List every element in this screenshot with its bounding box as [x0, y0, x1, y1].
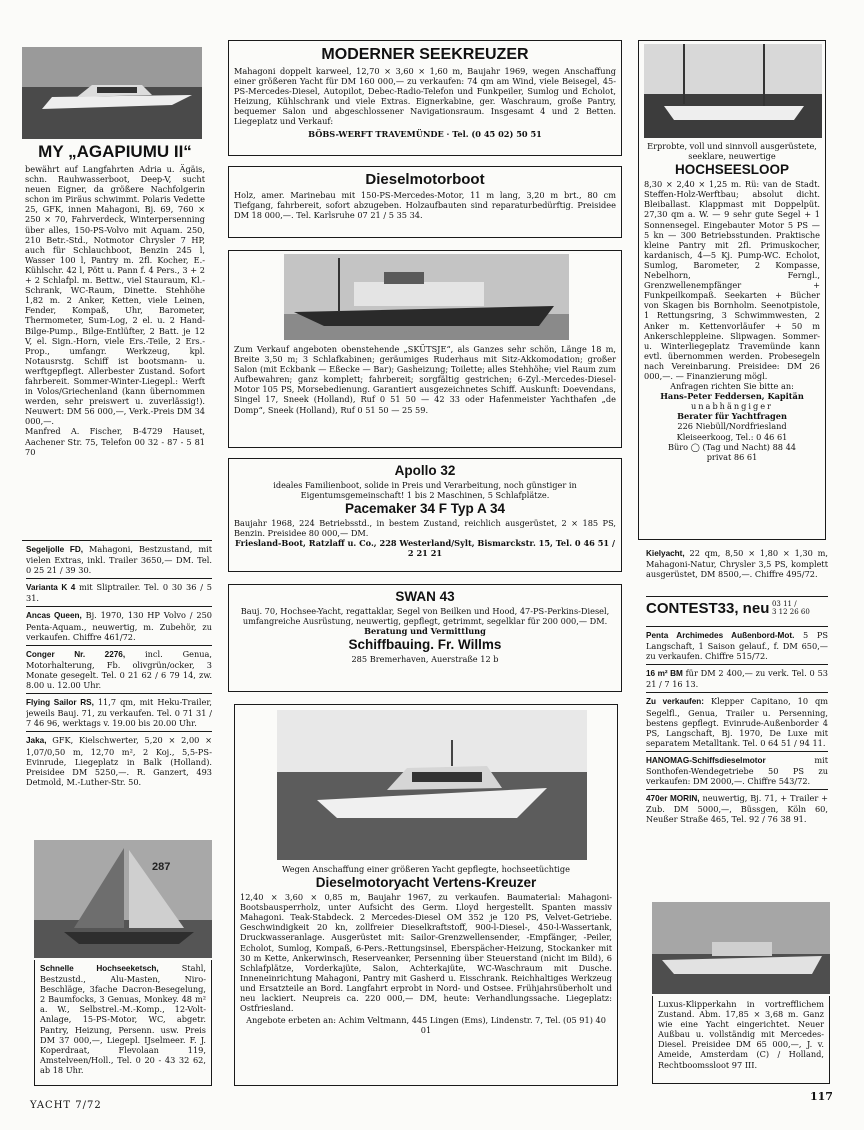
- seekreuzer-contact: BÖBS-WERFT TRAVEMÜNDE · Tel. (0 45 02) 50 51: [308, 128, 542, 139]
- contest-ad: [646, 600, 828, 624]
- classified-head: Conger Nr. 2276,: [26, 649, 126, 659]
- vertens-photo: [277, 710, 587, 860]
- classified-ad: [646, 668, 828, 689]
- seekreuzer-body: Mahagoni doppelt karweel, 12,70 × 3,60 × 1,60 m, Baujahr 1969, wegen Anschaffung einer größeren Yacht für DM 160 000,— zu verkaufen: 74 qm am Wind, viele Beisegel, 45-PS-Mercedes-Diesel, Autopilot, Debec-Radio-Telefon und Funkpeiler, Sumlog und Echolot, Heizung, Kühlschrank und viele Extras. Eignerkabine, ger. Waschraum, große Pantry, bequemer Salon und abgeschlossener Navigationsraum. Insgesamt 4 und 2 Betten. Liegeplatz und Verkauf:: [234, 66, 616, 127]
- classified-text: Klepper Capitano, 10 qm Segelfl., Genua, Trailer u. Persenning, bestens gepflegt. Evinrude-Außenborder 4 PS, Langschaft, Bj. 1970, De Luxe mit separatem Metalltank. Tel. 0 64 51 / 94 11.: [646, 696, 828, 748]
- hochseeketsch-head: Schnelle Hochseeketsch,: [40, 964, 159, 973]
- classified-head: Penta Archimedes Außenbord-Mot.: [646, 631, 795, 640]
- classified-head: Zu verkaufen:: [646, 697, 705, 707]
- seekreuzer-title: MODERNER SEEKREUZER: [321, 46, 529, 63]
- classified-head: 16 m² BM: [646, 669, 683, 679]
- classified-ad: [26, 610, 212, 641]
- kielyacht-text: 22 qm, 8,50 × 1,80 × 1,30 m, Mahagoni-Natur, Chrysler 3,5 PS, komplett ausgerüstet, DM 8500,—. Chiffre 495/72.: [646, 548, 828, 580]
- classified-ad: [26, 697, 212, 728]
- vertens-contact: Angebote erbeten an: Achim Veltmann, 445 Lingen (Ems), Lindenstr. 7, Tel. (05 91) 40 01: [246, 1015, 606, 1036]
- swan-sub: Beratung und Vermittlung: [364, 626, 486, 637]
- classified-head: Jaka,: [26, 736, 47, 746]
- friesland-contact: Friesland-Boot, Ratzlaff u. Co., 228 Westerland/Sylt, Bismarckstr. 15, Tel. 0 46 51 / 2 21 21: [235, 538, 615, 559]
- classified-text: 11,7 qm, mit Heku-Trailer, jeweils Bauj. 71, zu verkaufen. Tel. 0 71 31 / 7 46 96, werktags v. 19.00 bis 20.00 Uhr.: [26, 697, 212, 729]
- kielyacht-ad: [646, 548, 828, 594]
- classified-text: incl. Genua, Motorhalterung, Fb. olivgrün/ocker, 3 Monate gesegelt. Tel. 0 21 62 / 6 79 14, zw. 8.00 u. 12.00 Uhr.: [26, 648, 212, 691]
- classified-ad: [646, 755, 828, 786]
- dieselmotorboot-title: Dieselmotorboot: [365, 171, 485, 188]
- classified-ad: [26, 735, 212, 786]
- classified-ad: [646, 630, 828, 661]
- vertens-ad: [234, 704, 618, 1086]
- contest-title: CONTEST33, neu: [646, 600, 770, 617]
- classified-head: Ancas Queen,: [26, 611, 82, 621]
- pacemaker-body: Baujahr 1968, 224 Betriebsstd., in bestem Zustand, reichlich ausgerüstet, 2 × 185 PS, Benzin. Preisidee 80 000,— DM.: [234, 518, 616, 539]
- classified-head: HANOMAG-Schiffsdieselmotor: [646, 755, 766, 765]
- hochseesloop-ad: [638, 40, 826, 540]
- hochseesloop-privat: privat 86 61: [706, 451, 758, 462]
- agapiumu-title: MY „AGAPIUMU II“: [38, 142, 192, 161]
- classified-text: mit Sliptrailer. Tel. 0 30 36 / 5 31.: [26, 582, 212, 604]
- hochseesloop-name: Hans-Peter Feddersen, Kapitän: [660, 391, 804, 402]
- hochseesloop-unabhaengig: unabhängiger: [691, 401, 773, 412]
- classified-ad: [26, 544, 212, 575]
- apollo-title: Apollo 32: [394, 463, 456, 478]
- motorboat-photo-agapiumu: [22, 47, 202, 139]
- sail-number: 287: [152, 861, 171, 873]
- classified-head: Flying Sailor RS,: [26, 698, 94, 708]
- klipperkahn-body: Luxus-Klipperkahn in vortrefflichem Zustand. Abm. 17,85 × 3,68 m. Ganz wie eine Yacht eingerichtet. Neuer Außbau u. vollständig mit Mercedes-Diesel. Preisidee DM 65 000,—, J. v. Ameide, Amsterdam (C) / Holland, Rechtboomssloot 97 III.: [658, 999, 824, 1070]
- classified-text: für DM 2 400,— zu verk. Tel. 0 53 21 / 7 16 13.: [646, 668, 828, 690]
- hochseesloop-phone: Kleiseerkoog, Tel.: 0 46 61: [676, 431, 788, 442]
- contest-phone-1: 03 11 /: [771, 600, 797, 608]
- apollo-ad: [228, 458, 622, 572]
- vertens-body: 12,40 × 3,60 × 0,85 m, Baujahr 1967, zu verkaufen. Baumaterial: Mahagoni-Bootsbausperrholz, unter Aufsicht des Germ. Lloyd hergestellt. Spanten massiv Mahagoni. Teak-Stabdeck. 2 Mercedes-Diesel OM 352 je 120 PS, Velvet-Getriebe. Geschwindigkeit 20 kn, zollfreier Dieselkraftstoff, 900-l-Diesel-, 450-l-Wassertank, Druckwasseranlage. Ausgerüstet mit: Sailor-Grenzwellensender, -Empfänger, -Peiler, Echolot, Sumlog, Kompaß, 6-Pers.-Rettungsinsel, Eberspächer-Heizung, Stockanker mit 30 m Kette, Ankerwinsch, Reserveanker, Persenning über Steuerstand (nicht im Bild), 6 Schlafplätze, Vorderkajüte, Salon, Achterkajüte, WC-Waschraum mit Dusche. Inneneinrichtung Mahagoni, Pantry mit Gasherd u. Eisschrank. Reichhaltiges Werkzeug und Ersatzteile an Bord. Langfahrt erprobt in Nord- und Ostsee. Frühjahrsüberholt und neu lackiert. Neupreis ca. 220 000,— DM, heute: Verhandlungssache. Liegeplatz: Ostfriesland.: [240, 892, 612, 1014]
- hochseesloop-berater: Berater für Yachtfragen: [677, 411, 787, 422]
- agapiumu-ad: [22, 140, 208, 536]
- hochseeketsch-ad: [34, 960, 212, 1086]
- skutsje-ad: [228, 250, 622, 448]
- classified-ad: [646, 696, 828, 747]
- classified-text: Bj. 1970, 130 HP Volvo / 250 Penta-Aquam., neuwertig, m. Zubehör, zu verkaufen. Chiffre 461/72.: [26, 610, 212, 642]
- vertens-intro: Wegen Anschaffung einer größeren Yacht gepflegte, hochseetüchtige: [281, 864, 570, 874]
- hochseesloop-title: HOCHSEESLOOP: [674, 162, 790, 178]
- classified-text: 5 PS Langschaft, 1 Saison gelauf., f. DM 650,— zu verkaufen. Chiffre 515/72.: [646, 630, 828, 662]
- klipperkahn-photo: [652, 902, 830, 994]
- agapiumu-contact: Manfred A. Fischer, B-4729 Hauset, Aachener Str. 75, Telefon 00 32 - 87 - 5 81 70: [25, 426, 205, 457]
- hochseesloop-caption: Erprobte, voll und sinnvoll ausgerüstete, seeklare, neuwertige: [647, 141, 817, 162]
- ketch-photo: [34, 840, 212, 958]
- classified-head: Segeljolle FD,: [26, 545, 84, 554]
- page-number: 117: [810, 1090, 833, 1103]
- skutsje-body: Zum Verkauf angeboten obenstehende „SKÜTSJE“, als Ganzes sehr schön, Länge 18 m, Breite 3,50 m; 3 Schlafkabinen; geräumiges Ruderhaus mit Sitz-Akkomodation; großer Salon (mit Eckbank — Eßecke — Bar); Gasheizung; Toilette; alles Stehhöhe; viel Raum zum Aufbewahren; ganz komplett; fahrbereit; sorgfältig gestrichen; 6-Zyl.-Mercedes-Diesel-Motor 105 PS, Morsebedienung. Garantiert ausgezeichnetes Schiff. Auskunft: Doevendans, Singel 17, Sneek (Holland), Ruf 0 51 50 — 42 33 oder Hafenmeister Yachthafen „de Domp“, Sneek (Holland), Ruf 0 51 50 — 25 59.: [234, 344, 616, 415]
- skutsje-photo: [284, 254, 569, 340]
- swan-firm: Schiffbauing. Fr. Willms: [348, 637, 502, 653]
- contest-phone-2: 3 12 26 60: [771, 608, 810, 616]
- classified-text: GFK, Kielschwerter, 5,20 × 2,00 × 1,07/0,50 m, 12,70 m², 2 Koj., 5,5-PS-Evinrude, Liegeplatz in Balk (Holland). Preisidee DM 5250,—. R. Ganzert, 493 Detmold, M.-Luther-Str. 50.: [26, 735, 212, 787]
- agapiumu-body: bewährt auf Langfahrten Adria u. Ägäis, schn. Rauhwasserboot, Deep-V, sucht neuen Eigner, da größere Nachfolgerin schon im Piräus schwimmt. Polaris Vedette 25, GFK, innen Mahagoni, Bj. 69, 760 × 250 × 70, Fahrverdeck, Winterpersenning über alles, 150-PS-Volvo mit Aquam. 250, 210 Betr.-Std., Notmotor Chrysler 7 HP, auch für Schlauchboot, Benzin 245 l, Wasser 100 l, Pantry m. 2fl. Kocher, E.-Kühlschr. 42 l, Pött u. Pann f. 4 Pers., 3 + 2 + 2 Schlafpl. m. Bettw., viel Stauraum, Kl.-Schrank, WC-Raum, Dinette. Stehhöhe 1,82 m. 2 Anker, Ketten, viele Leinen, Fender, Kompaß, Uhr, Barometer, Thermometer, Sum-Log, 2 el. u. 2 Hand-Bilge-Pump., Bilge-Entlüfter, 2 Batt. je 12 V, el. Sign.-Horn, viele Ers.-Teile, 2 Ers.-Prop., umfangr. Werkzeug, kpl. Notausrstg. Schiff ist bootsmann- u. werftgepflegt. Allerbester Zustand. Sofort fahrbereit. Sommer-Winter-Liegepl.: Werft in Volos/Griechenland (kann übernommen werden, sehr preiswert u. zuverlässig!). Neuwert: DM 56 000,—, Verk.-Preis DM 34 000,—.: [25, 164, 205, 427]
- classified-text: mit Sonthofen-Wendegetriebe 50 PS zu verkaufen: DM 2000,—. Chiffre 543/72.: [646, 754, 828, 787]
- dieselmotorboot-body: Holz, amer. Marinebau mit 150-PS-Mercedes-Motor, 11 m lang, 3,20 m brt., 80 cm Tiefgang, fahrbereit, sofort abzugeben. Holzaufbauten sind reparaturbedürftig. Preisidee DM 18 000,—. Tel. Karlsruhe 07 21 / 5 35 34.: [234, 190, 616, 221]
- swan-title: SWAN 43: [395, 589, 455, 604]
- classified-ad: [646, 793, 828, 824]
- classified-text: neuwertig, Bj. 71, + Trailer + Zub. DM 5000,—, Büssgen, Köln 60, Neußer Straße 465, Tel. 92 / 76 38 91.: [646, 793, 828, 825]
- apollo-body: ideales Familienboot, solide in Preis und Verarbeitung, noch günstiger in Eigentumsgemeinschaft! 1 bis 2 Maschinen, 5 Schlafplätze.: [273, 480, 577, 501]
- dieselmotorboot-ad: [228, 166, 622, 238]
- vertens-title: Dieselmotoryacht Vertens-Kreuzer: [315, 875, 537, 891]
- classified-ad: [26, 649, 212, 690]
- swan-ad: [228, 584, 622, 692]
- klipperkahn-ad: [652, 996, 830, 1084]
- swan-address: 285 Bremerhaven, Auerstraße 12 b: [351, 654, 499, 665]
- classified-text: Mahagoni, Bestzustand, mit vielen Extras, inkl. Trailer 3650,— DM. Tel. 0 25 21 / 39 30.: [26, 544, 212, 576]
- left-classifieds: [26, 544, 212, 834]
- hochseesloop-buero: Büro ◯ (Tag und Nacht) 88 44: [667, 441, 797, 452]
- hochseesloop-address: 226 Niebüll/Nordfriesland: [677, 421, 787, 432]
- hochseesloop-photo: [644, 44, 822, 138]
- classified-ad: [26, 582, 212, 603]
- seekreuzer-ad: [228, 40, 622, 156]
- pacemaker-title: Pacemaker 34 F Typ A 34: [344, 501, 506, 517]
- right-classifieds: [646, 630, 828, 896]
- magazine-issue: YACHT 7/72: [30, 1100, 102, 1111]
- hochseeketsch-text: Stahl, Bestzustd., Alu-Masten, Niro-Beschläge, 3fache Dacron-Besegelung, 2 Baumfocks, 3 Genuas, Monkey. 48 m² a. W., Selbstrel.-M.-Komp., 12-Volt-Anlage, 15-PS-Motor, WC, abgetr. Pantry, Heizung, Persenn. usw. Preis DM 37 000,—, Liegepl. IJselmeer. F. J. Koperdraat, Flevolaan 119, Amstelveen/Holl., Tel. 0 20 - 43 32 62, ab 18 Uhr.: [40, 963, 206, 1075]
- classified-head: Varianta K 4: [26, 583, 76, 593]
- classified-head: 470er MORIN,: [646, 794, 700, 804]
- hochseesloop-anfragen: Anfragen richten Sie bitte an:: [670, 381, 794, 392]
- kielyacht-head: Kielyacht,: [646, 549, 685, 558]
- hochseesloop-body: 8,30 × 2,40 × 1,25 m. Rü: van de Stadt. Steffen-Holz-Werftbau; absolut dicht. Bleiballast. Klappmast mit Doppelpüt. 27,30 qm a. W. — 9 sehr gute Segel + 1 Sonnensegel. Eingebauter Motor 5 PS — 5 kn — 300 Betriebsstunden. Praktische kleine Pantry mit 2fl. Primuskocher, kardanisch, 4—5 Kj. Pump-WC. Echolot, Sumlog, Barometer, 2 Kompasse, Nebelhorn, Ferngl., Grenzwellenempfänger + Funkpeilkompaß. Seekarten + Bücher von Skagen bis Bornholm. Seenotpistole, 1 Rettungsring, 3 Schwimmwesten, 2 Anker m. Kettenvorläufer + 50 m Ankerschleppleine. Slipwagen. Sommer- u. Winterliegeplatz Travemünde kann evtl. übernommen werden. Probesegeln nach Vereinbarung. Preisidee: DM 26 000,—. — Finanzierung mögl.: [644, 179, 820, 381]
- swan-body: Bauj. 70, Hochsee-Yacht, regattaklar, Segel von Beilken und Hood, 47-PS-Perkins-Diesel, umfangreiche Ausrüstung, neuwertig, gepflegt, getrimmt, segelklar für 200 000,— DM.: [240, 606, 610, 627]
